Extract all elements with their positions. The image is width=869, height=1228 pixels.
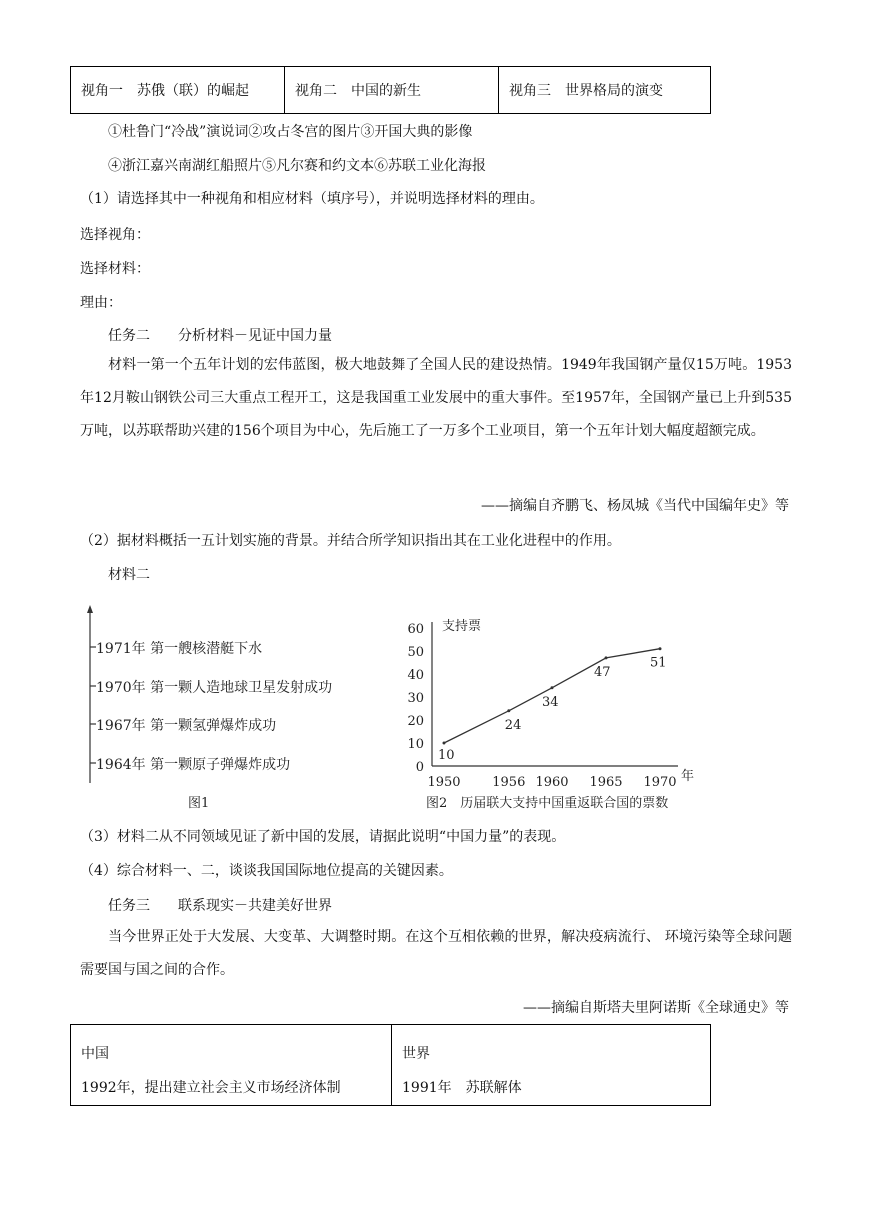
data-point xyxy=(443,742,446,745)
china-column xyxy=(71,1025,392,1106)
world-column xyxy=(392,1025,711,1106)
x-tick-label: 1970 xyxy=(643,775,677,790)
timeline-item-1967: 1967年 第一颗氢弹爆炸成功 xyxy=(96,718,277,734)
material-1-paragraph xyxy=(80,349,792,448)
x-tick-label: 1960 xyxy=(535,775,569,790)
task-3-text: 当今世界正处于大发展、大变革、大调整时期。在这个互相依赖的世界，解决疫病流行、 环境污染等全球问题需要国与国之间的合作。 xyxy=(80,929,792,978)
task-2-title: 任务二 分析材料－见证中国力量 xyxy=(108,328,332,344)
x-tick-label: 1965 xyxy=(589,775,623,790)
y-tick-label: 10 xyxy=(407,737,424,752)
question-3: （3）材料二从不同领域见证了新中国的发展，请据此说明“中国力量”的表现。 xyxy=(80,829,566,845)
perspective-cell-1: 视角一 苏俄（联）的崛起 xyxy=(71,67,285,114)
data-point xyxy=(551,686,554,689)
question-4: （4）综合材料一、二，谈谈我国国际地位提高的关键因素。 xyxy=(80,863,453,879)
figure-1-caption: 图1 xyxy=(188,796,210,811)
material-1-source: ——摘编自齐鹏飞、杨凤城《当代中国编年史》等 xyxy=(481,498,789,514)
y-tick-label: 20 xyxy=(407,714,424,729)
materials-list-line-2: ④浙江嘉兴南湖红船照片⑤凡尔赛和约文本⑥苏联工业化海报 xyxy=(108,158,486,174)
task-3-paragraph xyxy=(80,921,792,987)
timeline-item-1970: 1970年 第一颗人造地球卫星发射成功 xyxy=(96,680,333,696)
y-axis-title: 支持票 xyxy=(442,619,482,634)
perspective-cell-2: 视角二 中国的新生 xyxy=(285,67,499,114)
data-label: 10 xyxy=(438,748,455,763)
china-event: 1992年，提出建立社会主义市场经济体制 xyxy=(81,1080,341,1096)
data-label: 47 xyxy=(594,664,611,680)
world-header: 世界 xyxy=(402,1046,430,1062)
material-1-text: 材料一第一个五年计划的宏伟蓝图，极大地鼓舞了全国人民的建设热情。1949年我国钢产量仅15万吨。1953年12月鞍山钢铁公司三大重点工程开工，这是我国重工业发展中的重大事件。至1957年，全国钢产量已上升到535万吨，以苏联帮助兴建的156个项目为中心，先后施工了一万多个工业项目，第一个五年计划大幅度超额完成。 xyxy=(80,357,792,439)
comparison-table xyxy=(70,1024,711,1106)
y-tick-label: 0 xyxy=(415,760,424,775)
task-3-source: ——摘编自斯塔夫里阿诺斯《全球通史》等 xyxy=(523,1000,789,1016)
y-tick-label: 60 xyxy=(407,622,424,637)
data-label: 24 xyxy=(504,717,522,733)
china-header: 中国 xyxy=(81,1046,109,1062)
data-point xyxy=(507,709,510,712)
materials-list-line-1: ①杜鲁门“冷战”演说词②攻占冬宫的图片③开国大典的影像 xyxy=(108,124,473,140)
data-label: 51 xyxy=(650,655,667,671)
task-3-title: 任务三 联系现实－共建美好世界 xyxy=(108,898,332,914)
material-2-label: 材料二 xyxy=(108,567,150,583)
question-2: （2）据材料概括一五计划实施的背景。并结合所学知识指出其在工业化进程中的作用。 xyxy=(80,533,621,549)
data-point xyxy=(659,647,662,650)
figure-2-caption: 图2 历届联大支持中国重返联合国的票数 xyxy=(426,796,669,811)
y-tick-label: 50 xyxy=(407,645,424,660)
x-tick-label: 1950 xyxy=(427,775,461,790)
reason-label: 理由： xyxy=(80,295,122,311)
x-axis-title: 年 xyxy=(681,769,695,784)
x-tick-label: 1956 xyxy=(492,775,526,790)
figure-2-chart xyxy=(380,608,710,813)
perspective-cell-3: 视角三 世界格局的演变 xyxy=(499,67,711,114)
world-event: 1991年 苏联解体 xyxy=(402,1080,522,1096)
y-tick-label: 40 xyxy=(407,668,424,683)
timeline-item-1964: 1964年 第一颗原子弹爆炸成功 xyxy=(96,757,291,773)
perspectives-table xyxy=(70,66,711,114)
choose-view-label: 选择视角： xyxy=(80,227,150,243)
data-point xyxy=(605,656,608,659)
data-label: 34 xyxy=(542,694,559,710)
y-tick-label: 30 xyxy=(407,691,424,706)
choose-material-label: 选择材料： xyxy=(80,261,150,277)
timeline-item-1971: 1971年 第一艘核潜艇下水 xyxy=(96,641,263,657)
question-1: （1）请选择其中一种视角和相应材料（填序号），并说明选择材料的理由。 xyxy=(80,191,544,207)
